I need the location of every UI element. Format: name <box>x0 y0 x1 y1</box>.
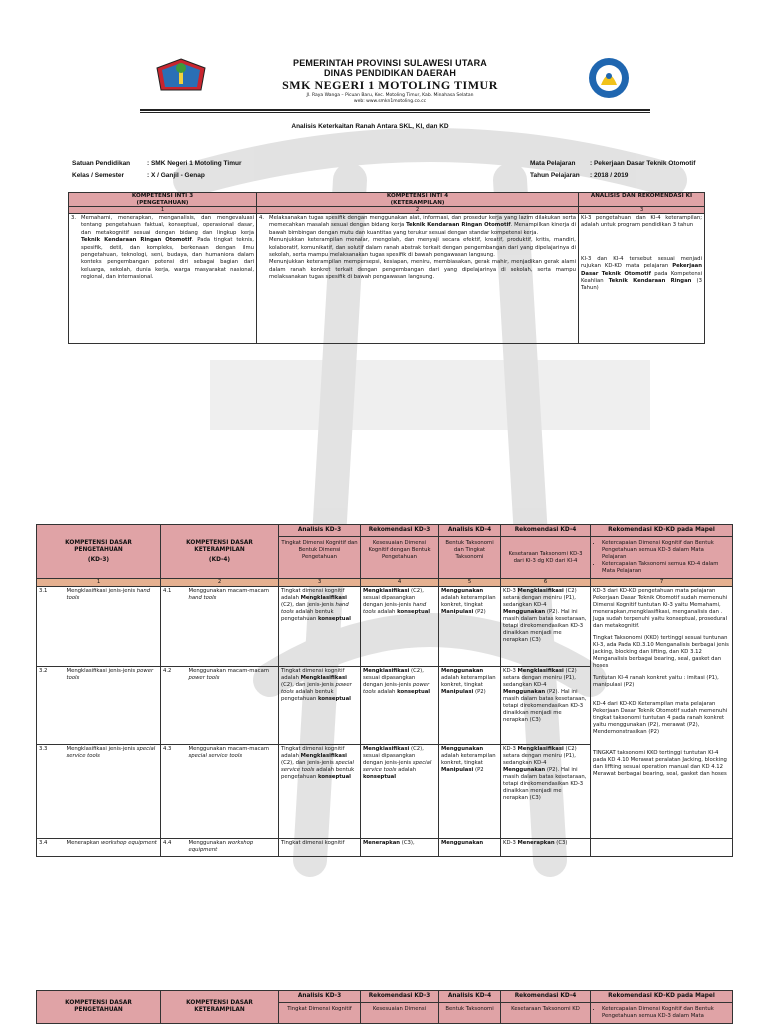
col-number: 3 <box>579 207 705 214</box>
col-number: 4 <box>361 579 439 587</box>
satuan-value: : SMK Negeri 1 Motoling Timur <box>147 160 242 167</box>
analisis-kd4-header: Analisis KD-4 <box>439 525 501 537</box>
kd4-header: KOMPETENSI DASAR KETERAMPILAN <box>161 991 279 1024</box>
subheader: Kesesuaian Dimensi Kognitif dengan Bentuk Pengetahuan <box>361 537 439 579</box>
col-number: 6 <box>501 579 591 587</box>
mapel-value: : Pekerjaan Dasar Teknik Otomotif <box>590 160 696 167</box>
col-number: 2 <box>161 579 279 587</box>
satuan-label: Satuan Pendidikan <box>72 160 131 167</box>
letterhead-line1: PEMERINTAH PROVINSI SULAWESI UTARA <box>293 58 487 68</box>
letterhead-line2: DINAS PENDIDIKAN DAERAH <box>323 68 457 78</box>
rekomendasi-ki-header: ANALISIS DAN REKOMENDASI KI <box>579 193 705 207</box>
kd3-header: KOMPETENSI DASAR PENGETAHUAN <box>37 991 161 1024</box>
kelas-label: Kelas / Semester <box>72 172 125 179</box>
rekomendasi-kd3-header: Rekomendasi KD-3 <box>361 991 439 1003</box>
tahun-label: Tahun Pelajaran <box>530 172 580 179</box>
col-number: 3 <box>279 579 361 587</box>
tahun-value: : 2018 / 2019 <box>590 172 629 179</box>
meta-right <box>530 158 695 182</box>
table-row: 3.2 Mengklasifikasi jenis-jenis power tools 4.2 Menggunakan macam-macam power tools Tingkat dimensi kognitif adalah Mengklasifikasi (C2), dan jenis-jenis power tools adalah bentuk pengetahuan konseptual Mengklasifikasi (C2), sesuai dipasangkan dengan jenis-jenis power tools adalah konseptual Menggunakan adalah keterampilan konkret, tingkat Manipulasi (P2) KD-3 Mengklasifikasi (C2) setara dengan meniru (P1), sedangkan KD-4 Menggunakan (P2). Hal ini masih dalam batas kesetaraan, tetapi direkomendasikan KD-3 dinaikkan menjadi me nerapkan (C3) <box>37 667 733 745</box>
table-row: 3.3 Mengklasifikasi jenis-jenis special service tools 4.3 Menggunakan macam-macam special service tools Tingkat dimensi kognitif adalah Mengklasifikasi (C2), dan jenis-jenis special service tools adalah bentuk pengetahuan konseptual Mengklasifikasi (C2), sesuai dipasangkan dengan jenis-jenis special service tools adalah konseptual Menggunakan adalah keterampilan konkret, tingkat Manipulasi (P2 KD-3 Mengklasifikasi (C2) setara dengan meniru (P1), sedangkan KD-4 Menggunakan (P2). Hal ini masih dalam batas kesetaraan, tetapi direkomendasikan KD-3 dinaikkan menjadi me nerapkan (C3) <box>37 745 733 839</box>
subheader: Kesesuaian Dimensi <box>361 1003 439 1024</box>
meta-left <box>72 158 242 182</box>
subheader: Bentuk Taksonomi <box>439 1003 501 1024</box>
letterhead <box>240 58 540 105</box>
school-address: Jl. Raya Wanga – Picuan Baru, Kec. Motoling Timur, Kab. Minahasa Selatan <box>306 93 474 98</box>
col-number: 2 <box>257 207 579 214</box>
ki3-header: KOMPETENSI INTI 3 (PENGETAHUAN) <box>69 193 257 207</box>
tut-wuri-handayani-logo-icon <box>585 57 633 99</box>
subheader: Kesetaraan Taksonomi KD <box>501 1003 591 1024</box>
rekomendasi-mapel-header: Rekomendasi KD-KD pada Mapel <box>591 991 733 1003</box>
col-number: 1 <box>37 579 161 587</box>
table-row: 3.4 Menerapkan workshop equipment 4.4 Menggunakan workshop equipment Tingkat dimensi kognitif Menerapkan (C3), Menggunakan KD-3 Menerapkan (C3) <box>37 839 733 857</box>
table-row: 3.1 Mengklasifikasi jenis-jenis hand tools 4.1 Menggunakan macam-macam hand tools Tingkat dimensi kognitif adalah Mengklasifikasi (C2), dan jenis-jenis hand tools adalah bentuk pengetahuan konseptual Mengklasifikasi (C2), sesuai dipasangkan dengan jenis-jenis hand tools adalah konseptual Menggunakan adalah keterampilan konkret, tingkat Manipulasi (P2) KD-3 Mengklasifikasi (C2) setara dengan meniru (P1), sedangkan KD-4 Menggunakan (P2). Hal ini masih dalam batas kesetaraan, tetapi direkomendasikan KD-3 dinaikkan menjadi me nerapkan (C3) KD-3 dari KD-KD pengetahuan mata pelajaran Pekerjaan Dasar Teknik Otomotif sudah memenuhi Dimensi Kognitif tuntutan KI-3 yaitu Memahami, menerapkan,mengklasifikasi, menganalisis dan . Juga sudah terpenuhi yaitu konseptual, prosedural dan metakognitif. Tingkat Taksonomi (KKO) tertinggi sesuai tuntunan KI-3, ada Pada KD.3.10 Menganalisis berbagai jenis jacking, blocking dan lifting, dan KD 3.12 Menganalisis berbagai bearing, seal, gasket dan hoses Tuntutan KI-4 ranah konkret yaitu : imitasi (P1), manipulasi (P2) KD-4 dari KD-KD Keterampilan mata pelajaran Pekerjaan Dasar Teknik Otomotif sudah memenuhi tingkat taksonomi tuntutan 4 pada ranah konkret yaitu menggunakan (P2), merawat (P2), Mendemonstrasikan (P2) TINGKAT taksonomi KKO tertinggi tuntutan KI-4 pada KD 4.10 Merawat peralatan Jacking, blocking dan liffting sesuai operation manual dan KD 4.12 Merawat berbagai bearing, seal, gasket dan hoses <box>37 587 733 667</box>
rekomendasi-kd4-header: Rekomendasi KD-4 <box>501 991 591 1003</box>
kelas-value: : X / Ganjil - Genap <box>147 172 205 179</box>
analisis-kd3-header: Analisis KD-3 <box>279 525 361 537</box>
ki3-text: 3. Memahami, menerapkan, menganalisis, dan mengevaluasi tentang pengetahuan faktual, konseptual, operasional dasar, dan metakognitif sesuai dengan bidang dan lingkup kerja Teknik Kendaraan Ringan Otomotif. Pada tingkat teknis, spesifik, detil, dan kompleks, berkenaan dengan ilmu pengetahuan, teknologi, seni, budaya, dan humaniora dalam konteks pengembangan potensi diri sebagai bagian dari keluarga, sekolah, dunia kerja, warga masyarakat nasional, regional, dan internasional. <box>69 214 257 344</box>
province-logo-icon <box>155 58 207 94</box>
kd3-header: KOMPETENSI DASAR PENGETAHUAN (KD-3) <box>37 525 161 579</box>
subheader: Tingkat Dimensi Kognitif <box>279 1003 361 1024</box>
rekomendasi-kd4-header: Rekomendasi KD-4 <box>501 525 591 537</box>
col-number: 7 <box>591 579 733 587</box>
ki-analysis-table <box>68 192 705 344</box>
ki4-text: 4. Melaksanakan tugas spesifik dengan menggunakan alat, informasi, dan prosedur kerja yang lazim dilakukan serta memecahkan masalah sesuai dengan bidang kerja Teknik Kendaraan Ringan Otomotif. Menampilkan kinerja di bawah bimbingan dengan mutu dan kuantitas yang terukur sesuai dengan standar kompetensi kerja. Menunjukkan keterampilan menalar, mengolah, dan menyaji secara efektif, kreatif, produktif, kritis, mandiri, kolaboratif, komunikatif, dan solutif dalam ranah abstrak terkait dengan pengembangan dari yang dipelajarinya di sekolah, serta mampu melaksanakan tugas spesifik di bawah pengawasan langsung. Menunjukkan keterampilan mempersepsi, kesiapan, meniru, membiasakan, gerak mahir, menjadikan gerak alami dalam ranah konkret terkait dengan pengembangan dari yang dipelajarinya di sekolah, serta mampu melaksanakan tugas spesifik di bawah pengawasan langsung. <box>257 214 579 344</box>
school-name: SMK NEGERI 1 MOTOLING TIMUR <box>282 78 498 92</box>
school-web: web: www.smkn1motoling.co.cc <box>353 99 427 104</box>
analisis-kd4-header: Analisis KD-4 <box>439 991 501 1003</box>
kd4-header: KOMPETENSI DASAR KETERAMPILAN (KD-4) <box>161 525 279 579</box>
ki4-header: KOMPETENSI INTI 4 (KETERAMPILAN) <box>257 193 579 207</box>
subheader: • Ketercapaian Dimensi Kognitif dan Bentuk Pengetahuan semua KD-3 dalam Mata <box>591 1003 733 1024</box>
subheader: • Ketercapaian Dimensi Kognitif dan Bentuk Pengetahuan semua KD-3 dalam Mata Pelajaran • Ketercapaian Taksonomi semua KD-4 dalam Mata Pelajaran <box>591 537 733 579</box>
subheader: Bentuk Taksonomi dan Tingkat Taksonomi <box>439 537 501 579</box>
subheader: Kesetaraan Taksonomi KD-3 dari KI-3 dg KD dari KI-4 <box>501 537 591 579</box>
rekomendasi-mapel-header: Rekomendasi KD-KD pada Mapel <box>591 525 733 537</box>
subheader: Tingkat Dimensi Kognitif dan Bentuk Dimensi Pengetahuan <box>279 537 361 579</box>
letterhead-divider <box>140 109 650 113</box>
rekomendasi-kd3-header: Rekomendasi KD-3 <box>361 525 439 537</box>
kd-analysis-table <box>36 524 733 857</box>
mapel-label: Mata Pelajaran <box>530 160 576 167</box>
rekomendasi-mapel-text: KD-3 dari KD-KD pengetahuan mata pelajaran Pekerjaan Dasar Teknik Otomotif sudah memenuhi Dimensi Kognitif tuntutan KI-3 yaitu Memahami, menerapkan,mengklasifikasi, menganalisis dan . Juga sudah terpenuhi yaitu konseptual, prosedural dan metakognitif. Tingkat Taksonomi (KKO) tertinggi sesuai tuntunan KI-3, ada Pada KD.3.10 Menganalisis berbagai jenis jacking, blocking dan lifting, dan KD 3.12 Menganalisis berbagai bearing, seal, gasket dan hoses Tuntutan KI-4 ranah konkret yaitu : imitasi (P1), manipulasi (P2) KD-4 dari KD-KD Keterampilan mata pelajaran Pekerjaan Dasar Teknik Otomotif sudah memenuhi tingkat taksonomi tuntutan 4 pada ranah konkret yaitu menggunakan (P2), merawat (P2), Mendemonstrasikan (P2) TINGKAT taksonomi KKO tertinggi tuntutan KI-4 pada KD 4.10 Merawat peralatan Jacking, blocking dan liffting sesuai operation manual dan KD 4.12 Merawat berbagai bearing, seal, gasket dan hoses <box>591 587 733 839</box>
kd-analysis-table-continued <box>36 990 733 1024</box>
ki-rekomendasi-text: KI-3 pengetahuan dan KI-4 keterampilan; adalah untuk program pendidikan 3 tahun KI-3 dan KI-4 tersebut sesuai menjadi rujukan KD-KD mata pelajaran Pekerjaan Dasar Teknik Otomotif pada Kompetensi Keahlian Teknik Kendaraan Ringan (3 Tahun) <box>579 214 705 344</box>
col-number: 5 <box>439 579 501 587</box>
col-number: 1 <box>69 207 257 214</box>
document-title: Analisis Keterkaitan Ranah Antara SKL, KI, dan KD <box>291 123 449 130</box>
analisis-kd3-header: Analisis KD-3 <box>279 991 361 1003</box>
